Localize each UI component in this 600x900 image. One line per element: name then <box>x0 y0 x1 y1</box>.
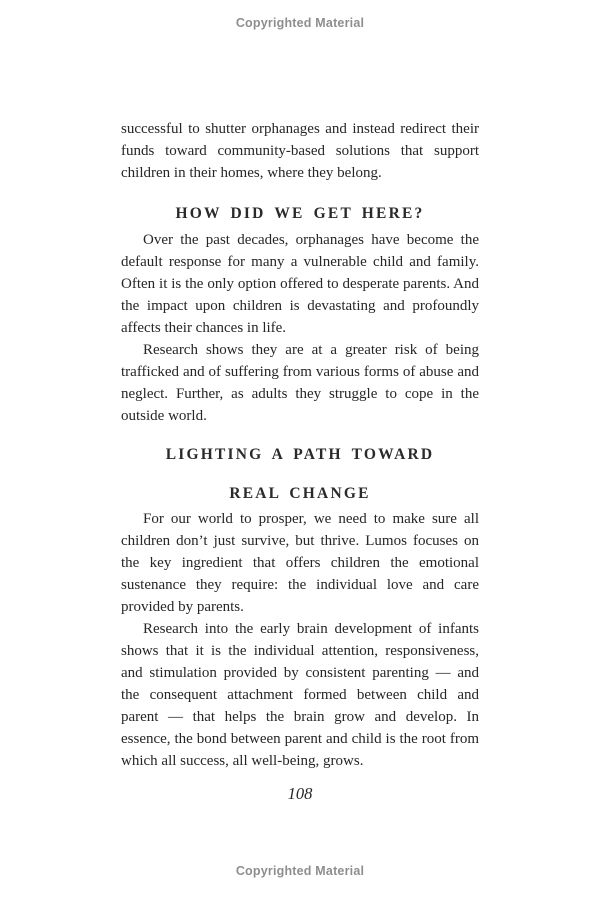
section-heading-lighting-a-path-line-2: REAL CHANGE <box>229 485 371 502</box>
copyright-notice-bottom: Copyrighted Material <box>235 864 365 878</box>
copyright-notice-top: Copyrighted Material <box>235 16 365 30</box>
paragraph: For our world to prosper, we need to make sure all children don’t just survive, but thrive. Lumos focuses on the key ingredient that offers children the emotional sustenance they require: the individual love and care provided by parents. <box>121 511 479 615</box>
paragraph: Over the past decades, orphanages have become the default response for many a vulnerable child and family. Often it is the only option offered to desperate parents. And the impact upon children is devastating and profoundly affects their chances in life. <box>121 232 479 336</box>
section-heading-lighting-a-path-line-1: LIGHTING A PATH TOWARD <box>165 446 435 463</box>
body-text <box>121 118 479 772</box>
section-heading-how-did-we-get-here: HOW DID WE GET HERE? <box>175 205 425 222</box>
paragraph: Research into the early brain development of infants shows that it is the individual attention, responsiveness, and stimulation provided by consistent parenting — and the consequent attachment formed between child and parent — that helps the brain grow and develop. In essence, the bond between parent and child is the root from which all success, all well-being, grows. <box>121 621 479 769</box>
paragraph: Research shows they are at a greater risk of being trafficked and of suffering from various forms of abuse and neglect. Further, as adults they struggle to cope in the outside world. <box>121 342 479 424</box>
page-number: 108 <box>287 784 313 803</box>
intro-paragraph: successful to shutter orphanages and instead redirect their funds toward community-based solutions that support children in their homes, where they belong. <box>121 121 479 181</box>
